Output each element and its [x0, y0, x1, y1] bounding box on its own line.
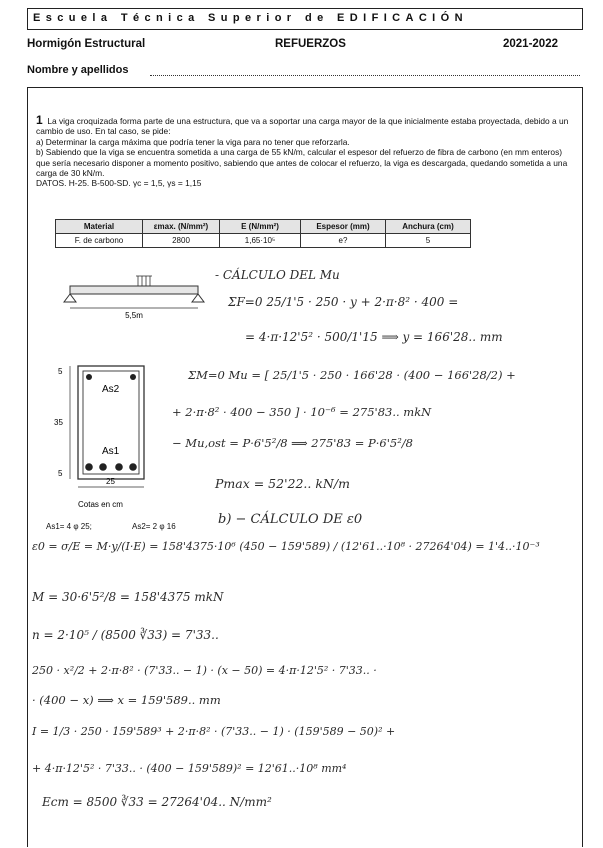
problem-intro: La viga croquizada forma parte de una estructura, que va a soportar una carga mayor de la que inicialmente estaba proyectada, debido a un cambio de uso. En tal caso, se pide:: [36, 116, 569, 137]
cross-section-diagram: [50, 362, 160, 512]
handwriting-line: − Mu,ost = P·6'5²/8 ⟹ 275'83 = P·6'5²/8: [172, 436, 413, 450]
handwriting-line: Ecm = 8500 ∛33 = 27264'04.. N/mm²: [42, 795, 272, 809]
bottom-bar: [129, 463, 137, 471]
table-cell: 5: [386, 234, 471, 248]
table-cell: e?: [301, 234, 386, 248]
right-support-icon: [192, 294, 204, 302]
handwriting-line: = 4·π·12'5² · 500/1'15 ⟹ y = 166'28.. mm: [245, 330, 503, 344]
top-cover-label: 5: [58, 367, 63, 376]
bottom-cover-label: 5: [58, 469, 63, 478]
school-name: Escuela Técnica Superior de EDIFICACIÓN: [33, 12, 468, 24]
as1-label: As1: [102, 446, 120, 457]
handwriting-line: b) − CÁLCULO DE ε0: [218, 512, 363, 527]
handwriting-line: · (400 − x) ⟹ x = 159'589.. mm: [32, 693, 221, 707]
beam-diagram: [58, 268, 208, 323]
academic-year: 2021-2022: [503, 38, 558, 50]
bottom-bar: [115, 463, 123, 471]
left-support-icon: [64, 294, 76, 302]
table-cell: F. de carbono: [56, 234, 143, 248]
table-header-cell: E (N/mm²): [220, 220, 301, 234]
problem-statement: [36, 115, 571, 189]
name-field-line[interactable]: [150, 75, 580, 76]
width-label: 25: [106, 477, 115, 486]
bottom-bar: [99, 463, 107, 471]
handwriting-line: n = 2·10⁵ / (8500 ∛33) = 7'33..: [32, 628, 219, 642]
handwriting-line: 250 · x²/2 + 2·π·8² · (7'33.. − 1) · (x − 50) = 4·π·12'5² · 7'33.. ·: [32, 664, 377, 677]
handwriting-line: M = 30·6'5²/8 = 158'4375 mkN: [32, 590, 224, 604]
distributed-load-icon: [136, 276, 152, 286]
table-header-cell: Espesor (mm): [301, 220, 386, 234]
handwriting-line: Pmax = 52'22.. kN/m: [215, 476, 350, 491]
top-bar: [130, 374, 136, 380]
beam-body: [70, 286, 198, 294]
handwriting-line: ΣM=0 Mu = [ 25/1'5 · 250 · 166'28 · (400 − 166'28/2) +: [188, 368, 516, 382]
handwriting-line: + 2·π·8² · 400 − 350 ] · 10⁻⁶ = 275'83.. mkN: [172, 405, 432, 419]
handwriting-line: + 4·π·12'5² · 7'33.. · (400 − 159'589)² = 12'61..·10⁸ mm⁴: [32, 762, 347, 775]
table-header-cell: Anchura (cm): [386, 220, 471, 234]
problem-data: DATOS. H-25. B-500-SD. γc = 1,5, γs = 1,15: [36, 178, 202, 189]
table-header-cell: εmax. (N/mm²): [143, 220, 220, 234]
handwriting-line: - CÁLCULO DEL Mu: [215, 268, 340, 282]
problem-part-a: a) Determinar la carga máxima que podría tener la viga para no tener que reforzarla.: [36, 136, 350, 147]
height-label: 35: [54, 418, 63, 427]
problem-number: 1: [36, 113, 43, 127]
section-outline: [78, 366, 144, 479]
handwriting-line: ε0 = σ/E = M·y/(I·E) = 158'4375·10⁶ (450 − 159'589) / (12'61..·10⁸ · 27264'04) = 1'4..·10⁻³: [32, 540, 540, 553]
handwriting-line: ΣF=0 25/1'5 · 250 · y + 2·π·8² · 400 =: [228, 295, 459, 309]
table-header-cell: Material: [56, 220, 143, 234]
as2-label: As2: [102, 384, 120, 395]
handwriting-line: I = 1/3 · 250 · 159'589³ + 2·π·8² · (7'33.. − 1) · (159'589 − 50)² +: [32, 725, 396, 738]
material-table: [55, 219, 471, 248]
name-label: Nombre y apellidos: [27, 64, 129, 76]
as2-reinforcement: As2= 2 φ 16: [132, 522, 176, 531]
table-row: [56, 234, 471, 248]
table-cell: 2800: [143, 234, 220, 248]
table-header-row: [56, 220, 471, 234]
table-cell: 1,65·10⁵: [220, 234, 301, 248]
as1-reinforcement: As1= 4 φ 25;: [46, 522, 92, 531]
units-note: Cotas en cm: [78, 500, 123, 509]
topic-title: REFUERZOS: [275, 38, 346, 50]
top-bar: [86, 374, 92, 380]
beam-span-label: 5,5m: [125, 311, 143, 320]
problem-part-b: b) Sabiendo que la viga se encuentra sometida a una carga de 55 kN/m, calcular el espesor del refuerzo de fibra de carbono (en mm enteros) que sería necesario disponer a momento positivo, sabiendo que antes de colocar el refuerzo, la viga es descargada, quedando sometida a una carga de 30 kN/m.: [36, 147, 568, 179]
subject-title: Hormigón Estructural: [27, 38, 146, 50]
bottom-bar: [85, 463, 93, 471]
